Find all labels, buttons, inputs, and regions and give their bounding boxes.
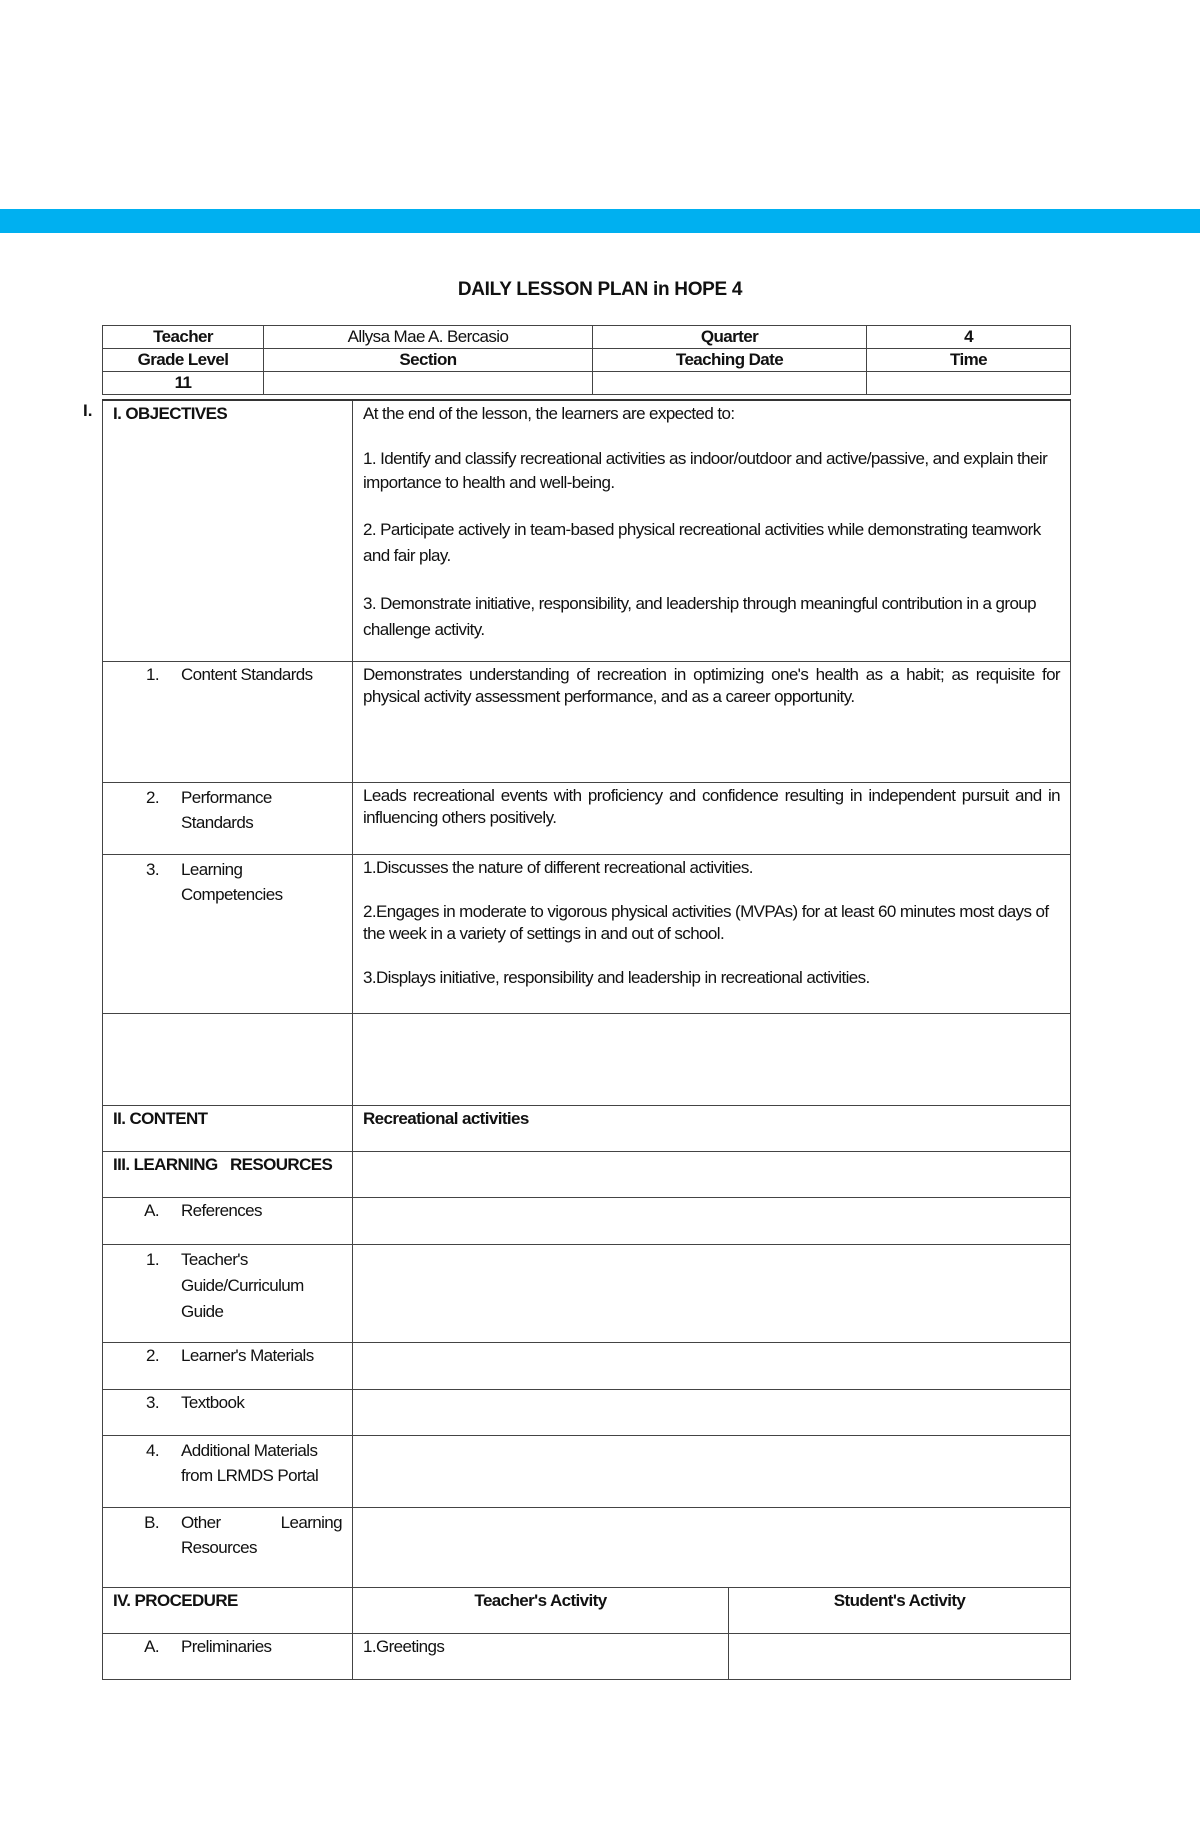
performance-standards-value: Leads recreational events with proficiency and confidence resulting in independent pursuit and in influencing others positively. bbox=[353, 782, 1071, 854]
preliminaries-row bbox=[103, 1633, 1071, 1679]
objectives-label: I. OBJECTIVES bbox=[103, 400, 353, 661]
grade-level-value: 11 bbox=[103, 372, 264, 395]
grade-level-label: Grade Level bbox=[103, 349, 264, 372]
preliminaries-label-cell bbox=[103, 1633, 353, 1679]
teacher-value: Allysa Mae A. Bercasio bbox=[264, 326, 593, 349]
document-title: DAILY LESSON PLAN in HOPE 4 bbox=[457, 279, 743, 300]
blank-cell bbox=[353, 1013, 1071, 1105]
quarter-value: 4 bbox=[867, 326, 1071, 349]
performance-standards-label: Performance Standards bbox=[181, 787, 272, 832]
objectives-row bbox=[103, 400, 1071, 661]
list-number: 3. bbox=[146, 1392, 159, 1412]
time-value bbox=[867, 372, 1071, 395]
list-number: 4. bbox=[146, 1440, 159, 1460]
objectives-roman-numeral: I. bbox=[83, 401, 93, 420]
other-resources-row bbox=[103, 1507, 1071, 1587]
textbook-value bbox=[353, 1389, 1071, 1435]
list-number: 2. bbox=[146, 1345, 159, 1365]
list-number: 1. bbox=[146, 664, 159, 684]
content-standards-value: Demonstrates understanding of recreation in optimizing one's health as a habit; as requisite for physical activity assessment performance, and as a career opportunity. bbox=[353, 661, 1071, 782]
procedure-label: IV. PROCEDURE bbox=[103, 1587, 353, 1633]
content-row bbox=[103, 1105, 1071, 1151]
teaching-date-value bbox=[593, 372, 867, 395]
list-number: A. bbox=[144, 1636, 159, 1656]
additional-materials-value bbox=[353, 1435, 1071, 1507]
other-resources-value bbox=[353, 1507, 1071, 1587]
learning-competencies-label: Learning Competencies bbox=[181, 859, 283, 904]
list-number: 3. bbox=[146, 859, 159, 879]
content-standards-row bbox=[103, 661, 1071, 782]
lesson-plan-table bbox=[102, 399, 1071, 1680]
teaching-date-label: Teaching Date bbox=[593, 349, 867, 372]
learning-resources-value bbox=[353, 1151, 1071, 1197]
textbook-row bbox=[103, 1389, 1071, 1435]
content-value: Recreational activities bbox=[353, 1105, 1071, 1151]
procedure-header-row bbox=[103, 1587, 1071, 1633]
header-accent-band bbox=[0, 209, 1200, 233]
teacher-activity-header: Teacher's Activity bbox=[353, 1587, 729, 1633]
preliminaries-label: Preliminaries bbox=[181, 1636, 272, 1656]
learning-resources-row bbox=[103, 1151, 1071, 1197]
other-resources-label-cell bbox=[103, 1507, 353, 1587]
blank-row bbox=[103, 1013, 1071, 1105]
content-standards-label-cell bbox=[103, 661, 353, 782]
preliminaries-teacher-activity: 1.Greetings bbox=[353, 1633, 729, 1679]
references-label-cell bbox=[103, 1197, 353, 1244]
competency-item: 3.Displays initiative, responsibility and leadership in recreational activities. bbox=[363, 967, 870, 987]
references-value bbox=[353, 1197, 1071, 1244]
competency-item: 2.Engages in moderate to vigorous physical activities (MVPAs) for at least 60 minutes most days of the week in a variety of settings in and out of school. bbox=[363, 901, 1049, 943]
textbook-label: Textbook bbox=[181, 1392, 245, 1412]
teachers-guide-row bbox=[103, 1244, 1071, 1342]
list-number: 2. bbox=[146, 787, 159, 807]
objective-item: 3. Demonstrate initiative, responsibility, and leadership through meaningful contribution in a group challenge activity. bbox=[363, 594, 1037, 639]
other-resources-label: Other Learning Resources bbox=[181, 1512, 342, 1557]
teachers-guide-label: Teacher's Guide/Curriculum Guide bbox=[181, 1249, 304, 1321]
references-label: References bbox=[181, 1200, 262, 1220]
references-row bbox=[103, 1197, 1071, 1244]
lesson-info-table bbox=[102, 325, 1071, 395]
content-label: II. CONTENT bbox=[103, 1105, 353, 1151]
additional-materials-label-cell bbox=[103, 1435, 353, 1507]
learners-materials-label: Learner's Materials bbox=[181, 1345, 314, 1365]
section-label: Section bbox=[264, 349, 593, 372]
learning-competencies-label-cell bbox=[103, 854, 353, 1013]
list-number: A. bbox=[144, 1200, 159, 1220]
blank-cell bbox=[103, 1013, 353, 1105]
competency-item: 1.Discusses the nature of different recreational activities. bbox=[363, 857, 753, 877]
textbook-label-cell bbox=[103, 1389, 353, 1435]
section-value bbox=[264, 372, 593, 395]
quarter-label: Quarter bbox=[593, 326, 867, 349]
objective-item: 2. Participate actively in team-based physical recreational activities while demonstrating teamwork and fair play. bbox=[363, 520, 1041, 565]
content-standards-label: Content Standards bbox=[181, 664, 313, 684]
learners-materials-row bbox=[103, 1342, 1071, 1389]
performance-standards-label-cell bbox=[103, 782, 353, 854]
preliminaries-student-activity bbox=[729, 1633, 1071, 1679]
time-label: Time bbox=[867, 349, 1071, 372]
teacher-label: Teacher bbox=[103, 326, 264, 349]
additional-materials-row bbox=[103, 1435, 1071, 1507]
learning-resources-label: III. LEARNING RESOURCES bbox=[103, 1151, 353, 1197]
objectives-intro: At the end of the lesson, the learners are expected to: bbox=[363, 404, 735, 423]
student-activity-header: Student's Activity bbox=[729, 1587, 1071, 1633]
learning-competencies-content bbox=[353, 854, 1071, 1013]
teachers-guide-label-cell bbox=[103, 1244, 353, 1342]
teachers-guide-value bbox=[353, 1244, 1071, 1342]
learning-competencies-row bbox=[103, 854, 1071, 1013]
objective-item: 1. Identify and classify recreational activities as indoor/outdoor and active/passive, and explain their importance to health and well-being. bbox=[363, 449, 1048, 492]
additional-materials-label: Additional Materials from LRMDS Portal bbox=[181, 1440, 319, 1485]
learners-materials-value bbox=[353, 1342, 1071, 1389]
list-number: 1. bbox=[146, 1249, 159, 1269]
list-number: B. bbox=[144, 1512, 159, 1532]
objectives-content bbox=[353, 400, 1071, 661]
performance-standards-row bbox=[103, 782, 1071, 854]
learners-materials-label-cell bbox=[103, 1342, 353, 1389]
